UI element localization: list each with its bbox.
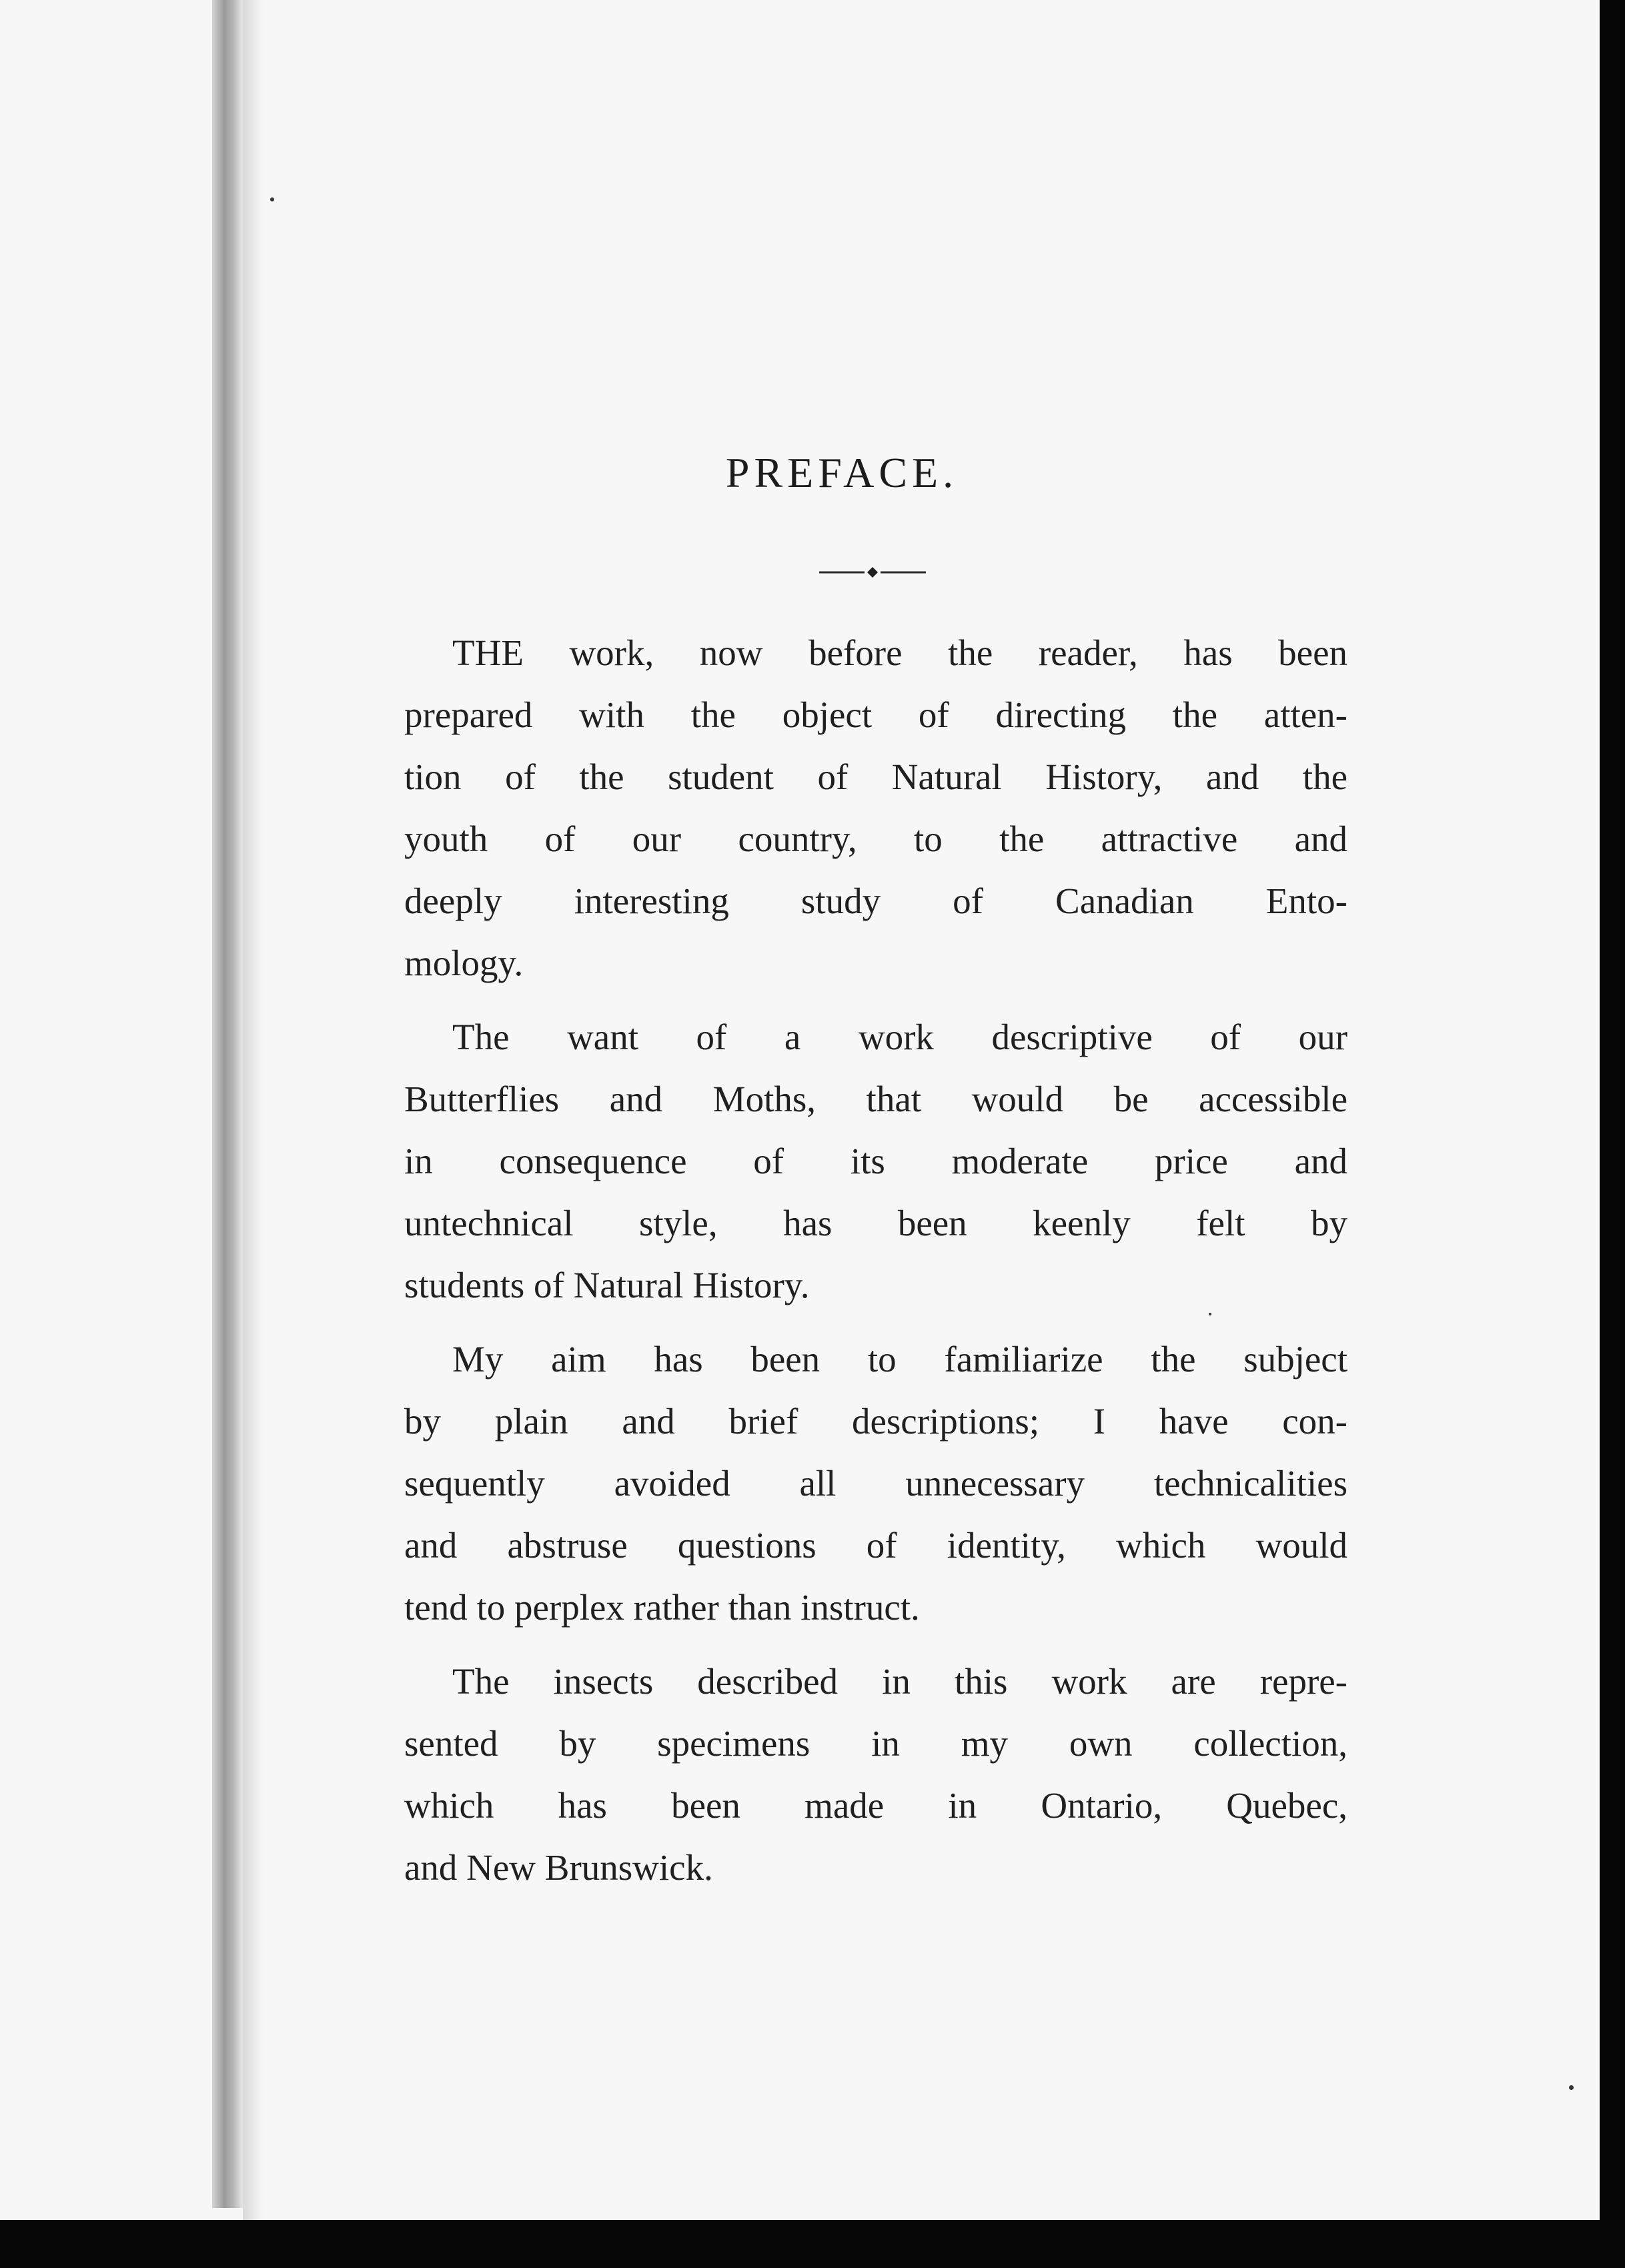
text-line: sented by specimens in my own collection, [404,1723,1347,1764]
text-line: deeply interesting study of Canadian Ento- [404,881,1347,921]
text-line: students of Natural History. [404,1265,810,1305]
text-line: Butterflies and Moths, that would be accessible [404,1079,1347,1119]
preface-body [404,622,1347,1910]
text-line: in consequence of its moderate price and [404,1141,1347,1181]
paragraph [404,1328,1347,1638]
paragraph [404,622,1347,994]
text-line: My aim has been to familiarize the subject [452,1339,1347,1379]
text-line: which has been made in Ontario, Quebec, [404,1785,1347,1826]
binding-shadow [243,0,263,2268]
text-line: mology. [404,943,524,983]
text-line: sequently avoided all unnecessary technicalities [404,1463,1347,1504]
title-ornament [819,566,926,579]
text-line: and New Brunswick. [404,1847,713,1888]
page-title: PREFACE. [725,449,959,496]
text-line: The want of a work descriptive of our [452,1017,1347,1057]
text-line: tend to perplex rather than instruct. [404,1587,920,1628]
scan-speck [270,197,274,201]
text-line: by plain and brief descriptions; I have con- [404,1401,1347,1442]
scan-edge-bottom [0,2220,1625,2268]
text-line: tion of the student of Natural History, and the [404,756,1347,797]
paragraph [404,1006,1347,1316]
text-line: and abstruse questions of identity, which would [404,1525,1347,1566]
text-line: THE work, now before the reader, has been [452,632,1347,673]
paragraph [404,1650,1347,1898]
text-line: untechnical style, has been keenly felt by [404,1203,1347,1243]
text-line: prepared with the object of directing the atten- [404,694,1347,735]
binding-gutter [212,0,243,2208]
scan-edge-right [1600,0,1625,2268]
text-line: youth of our country, to the attractive and [404,818,1347,859]
text-line: The insects described in this work are repre- [452,1661,1347,1702]
scan-speck [1569,2085,1574,2090]
